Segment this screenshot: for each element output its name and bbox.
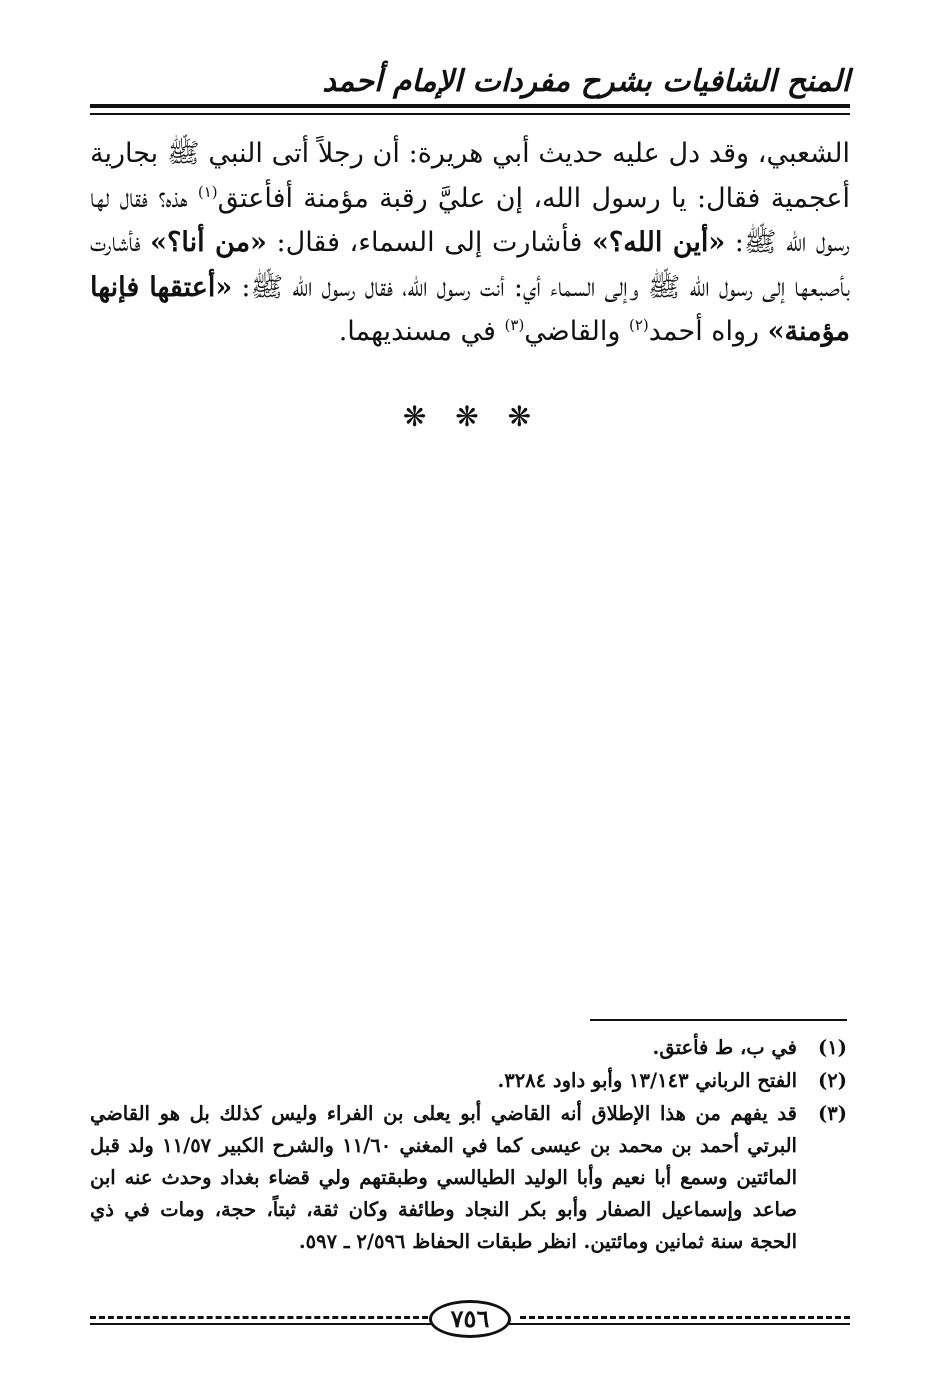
footnote-ref-1: (١) [197, 182, 218, 201]
hadith-paragraph [90, 132, 850, 355]
footnote-rule [590, 1019, 847, 1021]
footnote-number: (١) [818, 1036, 847, 1059]
text-segment: في مسنديهما. [338, 316, 505, 347]
footnote-ref-3: (٣) [504, 316, 525, 334]
footnotes [90, 1032, 847, 1259]
text-segment: رواه أحمد [648, 316, 768, 347]
main-text [90, 132, 850, 355]
text-segment: فأشارت بأصبعها إلى رسول الله ﷺ وإلى السماء أي: أنت رسول الله، فقال رسول الله ﷺ: [90, 227, 850, 303]
text-segment: والقاضي [524, 316, 629, 347]
footnote-1 [90, 1032, 847, 1064]
footnote-text: قد يفهم من هذا الإطلاق أنه القاضي أبو يعلى بن الفراء وليس كذلك بل هو القاضي البرتي أحمد بن محمد بن عيسى كما في المغني ١١/٦٠ والشرح الكبير ١١/٥٧ ولد قبل المائتين وسمع أبا نعيم وأبا الوليد الطيالسي وطبقتهم ولي قضاء بغداد وحدث عنه ابن صاعد وإسماعيل الصفار وأبو بكر النجاد وطائفة وكان ثقة، ثبتاً، حجة، ومات في ذي الحجة سنة ثمانين ومائتين. انظر طبقات الحفاظ ٢/٥٩٦ ـ ٥٩٧. [90, 1102, 797, 1253]
page-footer [90, 1300, 850, 1336]
book-title: المنح الشافيات بشرح مفردات الإمام أحمد [322, 64, 850, 99]
text-segment: فأشارت إلى السماء، فقال: [266, 227, 593, 258]
text-segment: الشعبي، وقد دل عليه حديث أبي هريرة: أن رجلاً أتى النبي ﷺ بجارية أعجمية فقال: يا رسول الله، إن عليَّ رقبة مؤمنة أفأعتق [90, 138, 851, 214]
page-number: ٧٥٦ [429, 1300, 511, 1338]
text-segment: هذه؟ فقال لها رسول الله ﷺ: [90, 182, 850, 258]
section-separator: ❋ ❋ ❋ [402, 400, 542, 433]
footnote-number: (٣) [818, 1102, 847, 1125]
quote-who-am-i: «من أنا؟» [150, 227, 267, 258]
running-header [90, 62, 850, 102]
header-rule-thick [90, 104, 850, 108]
quote-free-her: «أعتقها فإنها مؤمنة» [90, 271, 850, 347]
footnote-text: الفتح الرباني ١٣/١٤٣ وأبو داود ٣٢٨٤. [497, 1069, 797, 1092]
footnote-ref-2: (٢) [628, 316, 649, 334]
footnote-text: في ب، ط فأعتق. [652, 1036, 797, 1059]
quote-where-is-allah: «أين الله؟» [592, 227, 726, 258]
header-rule-thin [90, 113, 850, 115]
footnote-3 [90, 1098, 847, 1258]
footnote-2 [90, 1065, 847, 1097]
footer-dashed-rule-left [90, 1316, 428, 1319]
footnote-number: (٢) [818, 1069, 847, 1092]
footer-dashed-rule-right [520, 1316, 850, 1319]
